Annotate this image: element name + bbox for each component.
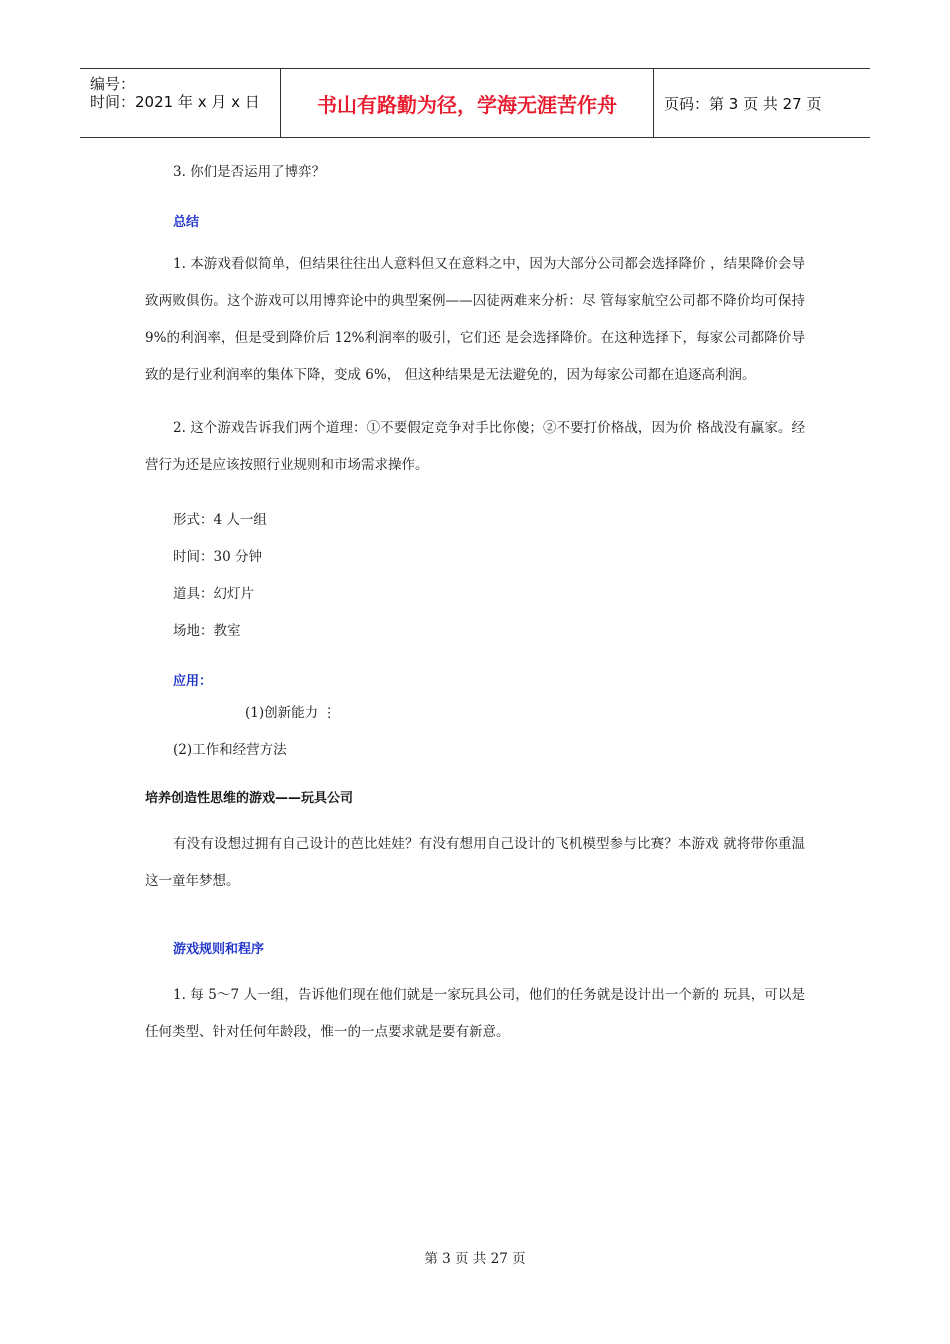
rules-heading: 游戏规则和程序 [173,942,265,957]
header-motto: 书山有路勤为径，学海无涯苦作舟 [281,69,654,137]
summary-heading: 总结 [173,215,200,230]
page-footer: 第 3 页 共 27 页 [424,1251,526,1267]
apply-heading: 应用： [173,674,213,689]
rule-1: 1. 每 5～7 人一组，告诉他们现在他们就是一家玩具公司，他们的任务就是设计出一个新的 玩具，可以是任何类型、针对任何年龄段，惟一的一点要求就是要有新意。 [145,987,805,1040]
summary-paragraph-2: 2. 这个游戏告诉我们两个道理：①不要假定竞争对手比你傻；②不要打价格战，因为价 格战没有赢家。经营行为还是应该按照行业规则和市场需求操作。 [145,420,805,473]
document-number-label: 编号： [90,75,136,93]
summary-paragraph-1: 1. 本游戏看似简单，但结果往往出人意料但又在意料之中，因为大部分公司都会选择降价 ，结果降价会导致两败俱伤。这个游戏可以用博弈论中的典型案例——囚徒两难来分析：尽 管每家航空公司都不降价均可保持 9%的利润率，但是受到降价后 12%利润率的吸引，它们还 是会选择降价。在这种选择下，每家公司都降价导致的是行业利润率的集体下降，变成 6%， 但这种结果是无法避免的，因为每家公司都在追逐高利润。 [145,256,805,383]
game-props: 道具：幻灯片 [173,586,254,602]
document-date: 时间：2021 年 x 月 x 日 [90,93,260,111]
document-body [145,150,805,1051]
page-header [80,68,870,138]
apply-item-1: (1)创新能力 ⋮ [245,705,336,721]
game-title: 培养创造性思维的游戏——玩具公司 [145,791,354,806]
apply-item-2: (2)工作和经营方法 [173,742,287,758]
game-form: 形式：4 人一组 [173,512,267,528]
header-page-info: 页码：第 3 页 共 27 页 [664,94,822,113]
game-time: 时间：30 分钟 [173,549,262,565]
question-3: 3. 你们是否运用了博弈？ [173,164,326,180]
game-intro: 有没有设想过拥有自己设计的芭比娃娃？有没有想用自己设计的飞机模型参与比赛？本游戏 就将带你重温这一童年梦想。 [145,836,805,889]
game-venue: 场地：教室 [173,623,241,639]
header-meta [80,69,281,137]
